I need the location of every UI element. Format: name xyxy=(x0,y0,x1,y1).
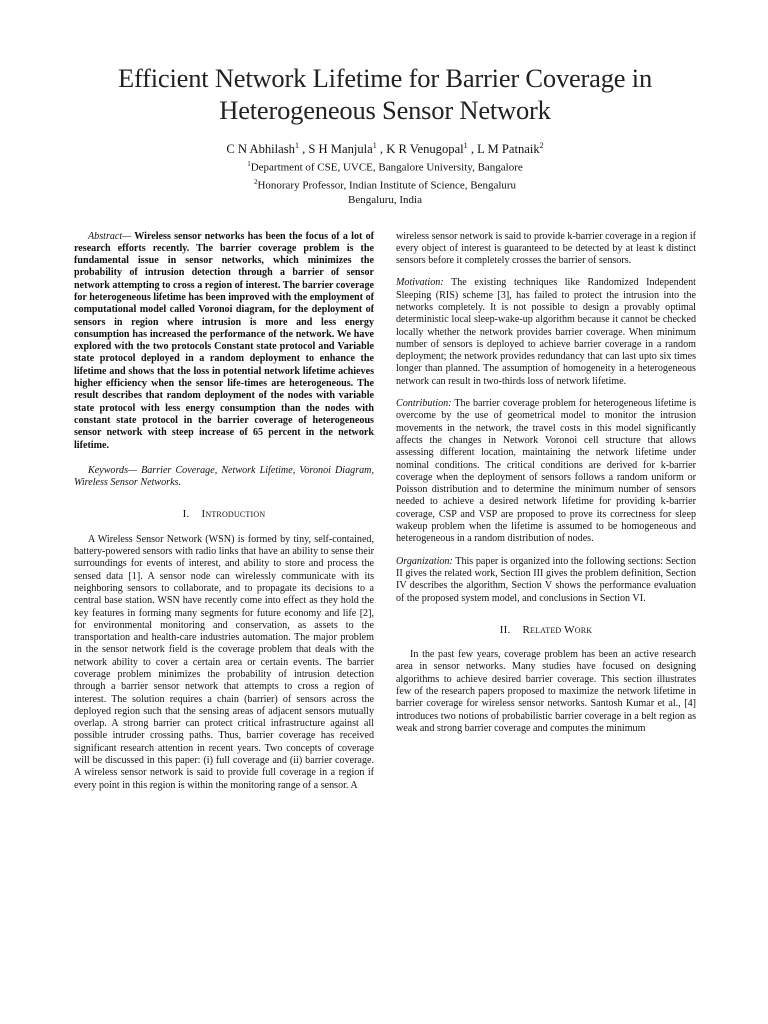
abstract xyxy=(74,231,374,452)
section-title: Related Work xyxy=(522,623,593,636)
affil-text: Department of CSE, UVCE, Bangalore University, Bangalore xyxy=(250,161,523,174)
affil-mark: 1 xyxy=(247,160,251,169)
author-name: K R Venugopal xyxy=(386,142,464,157)
section-number: I. xyxy=(182,508,190,521)
author-name: S H Manjula xyxy=(308,142,373,157)
author-affil-mark: 1 xyxy=(372,141,377,150)
two-column-body xyxy=(74,231,696,792)
author-name: L M Patnaik xyxy=(477,142,540,157)
organization-label: Organization: xyxy=(396,555,453,567)
intro-paragraph: A Wireless Sensor Network (WSN) is formed by tiny, self-contained, battery-powered sensors with radio links that have an ability to sense their surroundings for events of interest, and ability to store and process the sensed data [1]. A sensor node can wirelessly communicate with its neighboring sensors to collaborate, and to propagate its decisions to a central base station. WSN have recently come into effect as they hold the key features in forming many segments for future economy and life [2], for environmental monitoring and conservation, as assets to the transportation and health-care industries automation. The major problem in the sensor network field is the coverage problem that deals with the network ability to cover a certain area or certain events. The barrier coverage problem minimizes the probability of intrusion detection through a barrier sensor network that attempts to cross a region of interest. The solution requires a chain (barrier) of sensors across the deployed region such that the sensing areas of adjacent sensors mutually overlap. A strong barrier can protect critical infrastructure against all possible intruder crossing paths. Thus, barrier coverage has received significant research attention in recent years. Two concepts of coverage will be discussed in this paper: (i) full coverage and (ii) barrier coverage. A wireless sensor network is said to provide full coverage in a region if every point in this region is within the monitoring range of a sensor. A xyxy=(74,533,374,791)
affiliation xyxy=(74,193,696,207)
affil-mark: 2 xyxy=(253,177,258,186)
affil-text: Bengaluru, India xyxy=(348,193,422,206)
section-heading-related-work xyxy=(396,624,696,636)
section-title: Introduction xyxy=(201,508,266,521)
author-affil-mark: 2 xyxy=(539,141,544,150)
organization-text: This paper is organized into the following sections: Section II gives the related work, Section III gives the problem definition, Section IV describes the algorithm, Section V shows the performance evaluation of the proposed system model, and conclusions in Section VI. xyxy=(396,555,696,604)
contribution-paragraph xyxy=(396,398,696,546)
keywords: Keywords— Barrier Coverage, Network Lifetime, Voronoi Diagram, Wireless Sensor Networks. xyxy=(74,464,374,489)
author-affil-mark: 1 xyxy=(294,141,299,150)
motivation-text: The existing techniques like Randomized Independent Sleeping (RIS) scheme [3], has failed to protect the intrusion into the networks completely. It is not possible to design a provably optimal deterministic local sleep-wake-up algorithm because it cannot be checked locally whether the network provides barrier coverage. When minimum number of sensors is deployed to achieve barrier coverage in a random deployment; the network provides redundancy that can last upto six times longer than planned. The assumption of homogeneity in a heterogeneous network can result in two-thirds loss of network lifetime. xyxy=(396,277,696,387)
left-column xyxy=(74,231,374,792)
title-line-2: Heterogeneous Sensor Network xyxy=(219,95,551,125)
right-column xyxy=(396,231,696,792)
related-work-paragraph: In the past few years, coverage problem has been an active research area in sensor networks. Many studies have focused on designing algorithms to achieve desired barrier coverage. This section illustrates few of the research papers proposed to maximize the network lifetime in barrier coverage for wireless sensor networks. Santosh Kumar et al., [4] introduces two notions of probabilistic barrier coverage in a belt region as weak and strong barrier coverage and computes the minimum xyxy=(396,649,696,734)
motivation-paragraph xyxy=(396,277,696,388)
abstract-lead: Abstract— xyxy=(88,230,132,242)
section-number: II. xyxy=(499,623,511,636)
affiliation xyxy=(74,175,696,193)
section-heading-introduction xyxy=(74,508,374,520)
intro-paragraph-continued: wireless sensor network is said to provide k-barrier coverage in a region if every object of interest is guaranteed to be detected by at least k distinct sensors before it completely crosses the barrier of sensors. xyxy=(396,230,696,267)
paper-title xyxy=(74,62,696,126)
author-affil-mark: 1 xyxy=(463,141,468,150)
affiliation xyxy=(74,157,696,175)
abstract-text: Wireless sensor networks has been the focus of a lot of research efforts recently. The barrier coverage problem is the fundamental issue in sensor networks, which minimizes the probability of intrusion detection through a barrier of sensor network attempting to cross a region of interest. The barrier coverage for heterogeneous lifetime has been improved with the employment of computational model called Voronoi diagram, for the deployment of sensors in region where intrusion is more and less energy consumption has increased the performance of the network. We have explored with the two protocols Constant state protocol and Variable state protocol deployed in a random deployment to enhance the lifetime and shows that the loss in potential network lifetime achieves higher efficiency when the sensor life-times are heterogeneous. The result describes that random deployment of the nodes with variable state protocol with less energy consumption than the nodes with constant state protocol in the barrier coverage of heterogeneous sensor network with steep increase of 65 percent in the network lifetime. xyxy=(74,230,374,451)
motivation-label: Motivation: xyxy=(396,277,444,289)
contribution-text: The barrier coverage problem for heterogeneous lifetime is overcome by the use of geometrical model to monitor the intrusion movements in the network, the travel costs in this model significantly affects the changes in Network Voronoi cell structure that allows assessing different location, maintaining the network lifetime under nominal conditions. The critical conditions are derived for k-barrier coverage when the deployment of sensors follows a random uniform or Poisson distribution and to determine the minimum number of sensors needed to achieve a desired network lifetime for providing k-barrier coverage, CSP and VSP are proposed to prove its correctness for sleep wakeup problem when the lifetime is assumed to be homogeneous and heterogeneous in a random distribution of nodes. xyxy=(396,398,696,545)
contribution-label: Contribution: xyxy=(396,398,452,410)
affil-text: Honorary Professor, Indian Institute of Science, Bengaluru xyxy=(257,179,517,192)
author-list: C N Abhilash$^1$ , S H Manjula$^1$ , K R Venugopal$^1$ , L M Patnaik$^2$ xyxy=(226,141,544,157)
organization-paragraph xyxy=(396,556,696,605)
author-name: C N Abhilash xyxy=(226,142,295,157)
title-line-1: Efficient Network Lifetime for Barrier Coverage in xyxy=(117,63,652,93)
